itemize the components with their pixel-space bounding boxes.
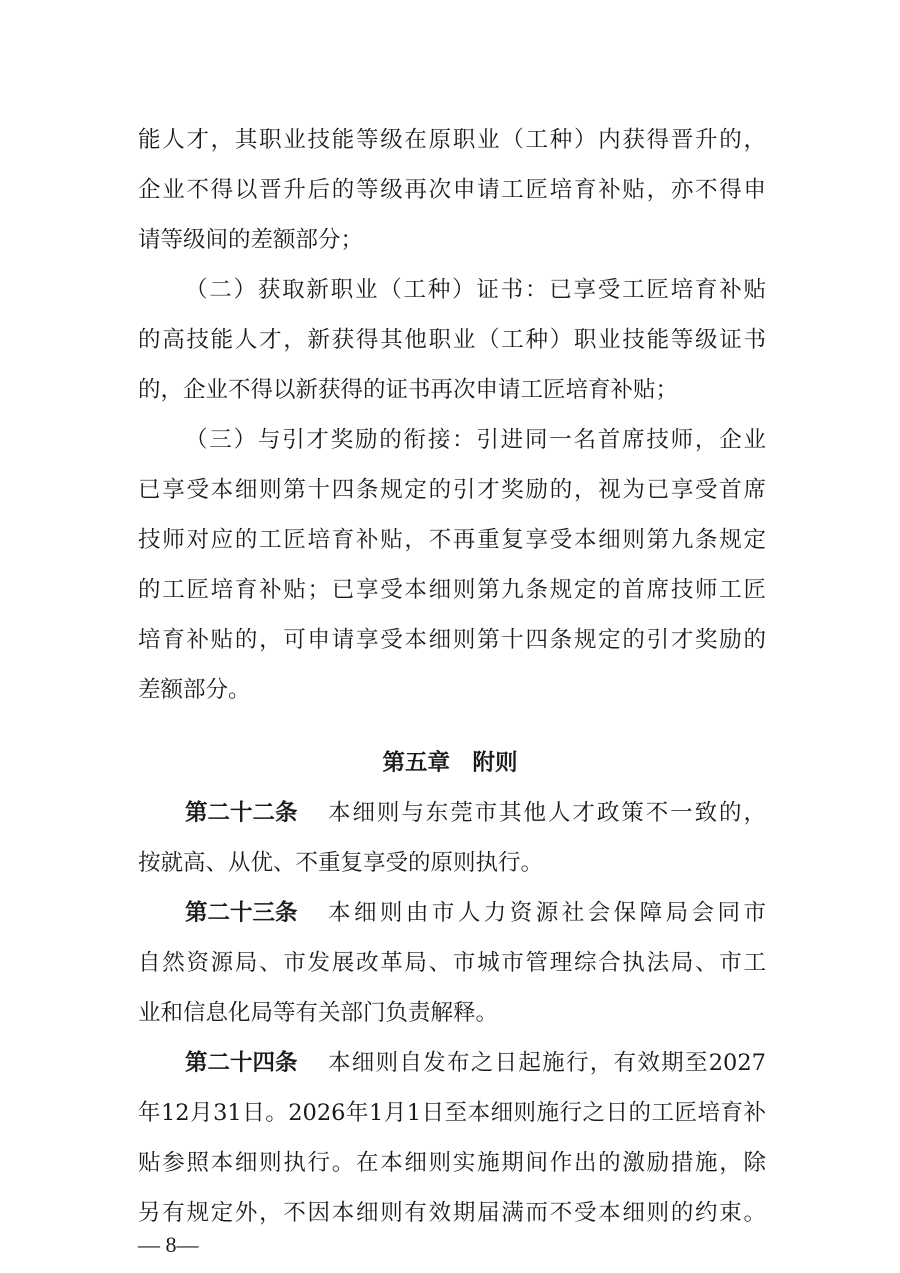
article-text: 本细则自发布之日起施行，有效期至2027 bbox=[328, 1050, 766, 1076]
body-line: 培育补贴的，可申请享受本细则第十四条规定的引才奖励的 bbox=[138, 627, 766, 653]
body-line: 自然资源局、市发展改革局、市城市管理综合执法局、市工 bbox=[138, 950, 766, 976]
body-line: 业和信息化局等有关部门负责解释。 bbox=[138, 1000, 499, 1026]
body-line: 贴参照本细则执行。在本细则实施期间作出的激励措施，除 bbox=[138, 1150, 766, 1176]
article-text: 本细则由市人力资源社会保障局会同市 bbox=[328, 900, 766, 926]
body-line: 年12月31日。2026年1月1日至本细则施行之日的工匠培育补 bbox=[138, 1100, 766, 1126]
article-first-line bbox=[185, 895, 766, 927]
body-line: 的高技能人才，新获得其他职业（工种）职业技能等级证书 bbox=[138, 327, 766, 353]
body-line: 的，企业不得以新获得的证书再次申请工匠培育补贴； bbox=[138, 377, 679, 403]
body-line: 的工匠培育补贴；已享受本细则第九条规定的首席技师工匠 bbox=[138, 577, 766, 603]
article-label: 第二十二条 bbox=[185, 800, 298, 826]
body-line: 技师对应的工匠培育补贴，不再重复享受本细则第九条规定 bbox=[138, 527, 766, 553]
body-line: 按就高、从优、不重复享受的原则执行。 bbox=[138, 850, 544, 876]
body-line: 能人才，其职业技能等级在原职业（工种）内获得晋升的， bbox=[138, 127, 766, 153]
article-label: 第二十三条 bbox=[185, 900, 298, 926]
body-line: （二）获取新职业（工种）证书：已享受工匠培育补贴 bbox=[185, 277, 766, 303]
article-first-line bbox=[185, 795, 766, 827]
body-line: 另有规定外，不因本细则有效期届满而不受本细则的约束。 bbox=[138, 1200, 766, 1226]
article-text: 本细则与东莞市其他人才政策不一致的， bbox=[328, 800, 766, 826]
body-line: 已享受本细则第十四条规定的引才奖励的，视为已享受首席 bbox=[138, 477, 766, 503]
body-line: 差额部分。 bbox=[138, 677, 251, 703]
chapter-title: 第五章 附则 bbox=[382, 750, 518, 776]
article-label: 第二十四条 bbox=[185, 1050, 298, 1076]
article-first-line bbox=[185, 1045, 766, 1077]
body-line: 企业不得以晋升后的等级再次申请工匠培育补贴，亦不得申 bbox=[138, 177, 766, 203]
body-line: （三）与引才奖励的衔接：引进同一名首席技师，企业 bbox=[185, 427, 766, 453]
page-number: — 8— bbox=[138, 1232, 199, 1257]
body-line: 请等级间的差额部分； bbox=[138, 227, 364, 253]
